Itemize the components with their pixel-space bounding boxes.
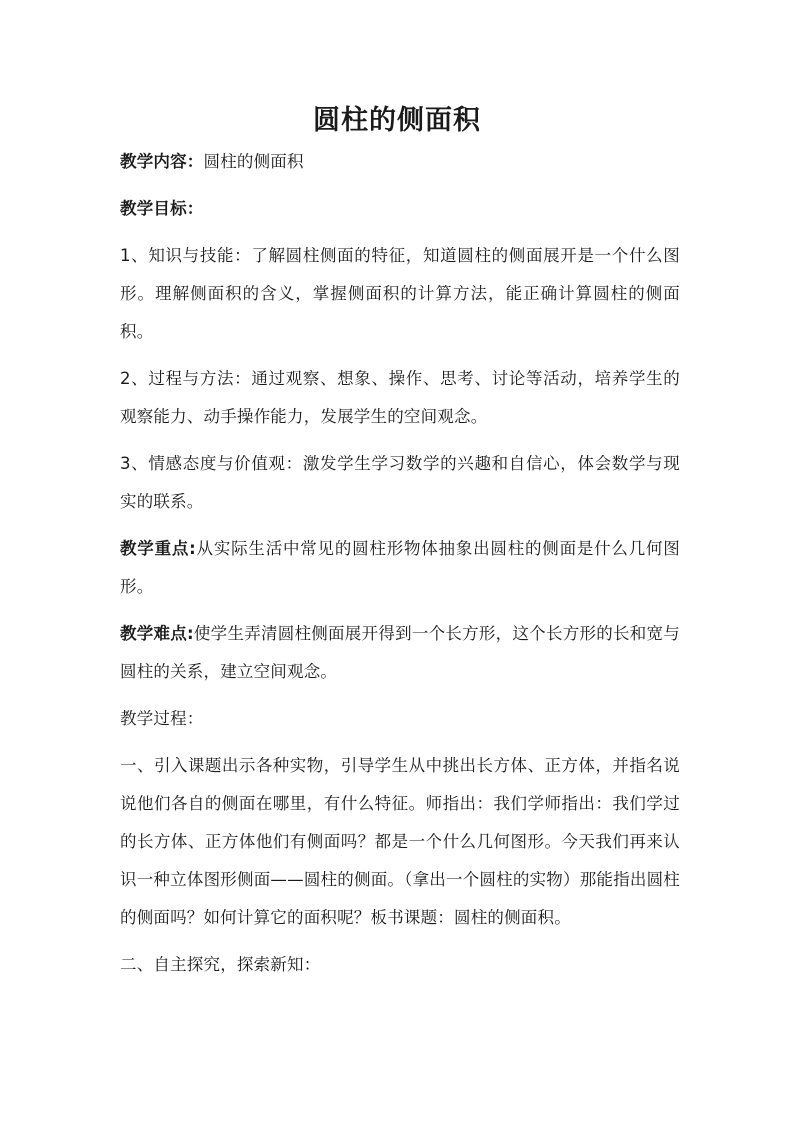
- teaching-content: [120, 143, 680, 181]
- key-point: [120, 530, 680, 606]
- process-step-1: 一、引入课题出示各种实物，引导学生从中挑出长方体、正方体，并指名说说他们各自的侧面在哪里，有什么特征。师指出：我们学师指出：我们学过的长方体、正方体他们有侧面吗？都是一个什么几何图形。今天我们再来认识一种立体图形侧面——圆柱的侧面。（拿出一个圆柱的实物）那能指出圆柱的侧面吗？如何计算它的面积呢？板书课题：圆柱的侧面积。: [120, 755, 680, 928]
- document-body: [120, 143, 680, 984]
- teaching-process-label: 教学过程：: [120, 708, 204, 728]
- key-point-label: 教学重点:: [120, 538, 196, 558]
- process-step-2: 二、自主探究，探索新知：: [120, 955, 321, 975]
- difficulty-text: 使学生弄清圆柱侧面展开得到一个长方形，这个长方形的长和宽与圆柱的关系，建立空间观念。: [120, 623, 680, 681]
- teaching-content-label: 教学内容：: [120, 152, 204, 171]
- objective-item-3: 3、情感态度与价值观：激发学生学习数学的兴趣和自信心，体会数学与现实的联系。: [120, 453, 680, 511]
- difficulty-label: 教学难点:: [120, 623, 194, 643]
- objective-item-1: 1、知识与技能：了解圆柱侧面的特征，知道圆柱的侧面展开是一个什么图形。理解侧面积的含义，掌握侧面积的计算方法，能正确计算圆柱的侧面积。: [120, 245, 680, 341]
- document-title: 圆柱的侧面积: [313, 105, 481, 136]
- difficulty: [120, 615, 680, 691]
- key-point-text: 从实际生活中常见的圆柱形物体抽象出圆柱的侧面是什么几何图形。: [120, 538, 680, 596]
- teaching-content-text: 圆柱的侧面积: [203, 152, 304, 171]
- teaching-objectives-label: 教学目标：: [120, 198, 204, 218]
- objective-item-2: 2、过程与方法：通过观察、想象、操作、思考、讨论等活动，培养学生的观察能力、动手操作能力，发展学生的空间观念。: [120, 368, 680, 426]
